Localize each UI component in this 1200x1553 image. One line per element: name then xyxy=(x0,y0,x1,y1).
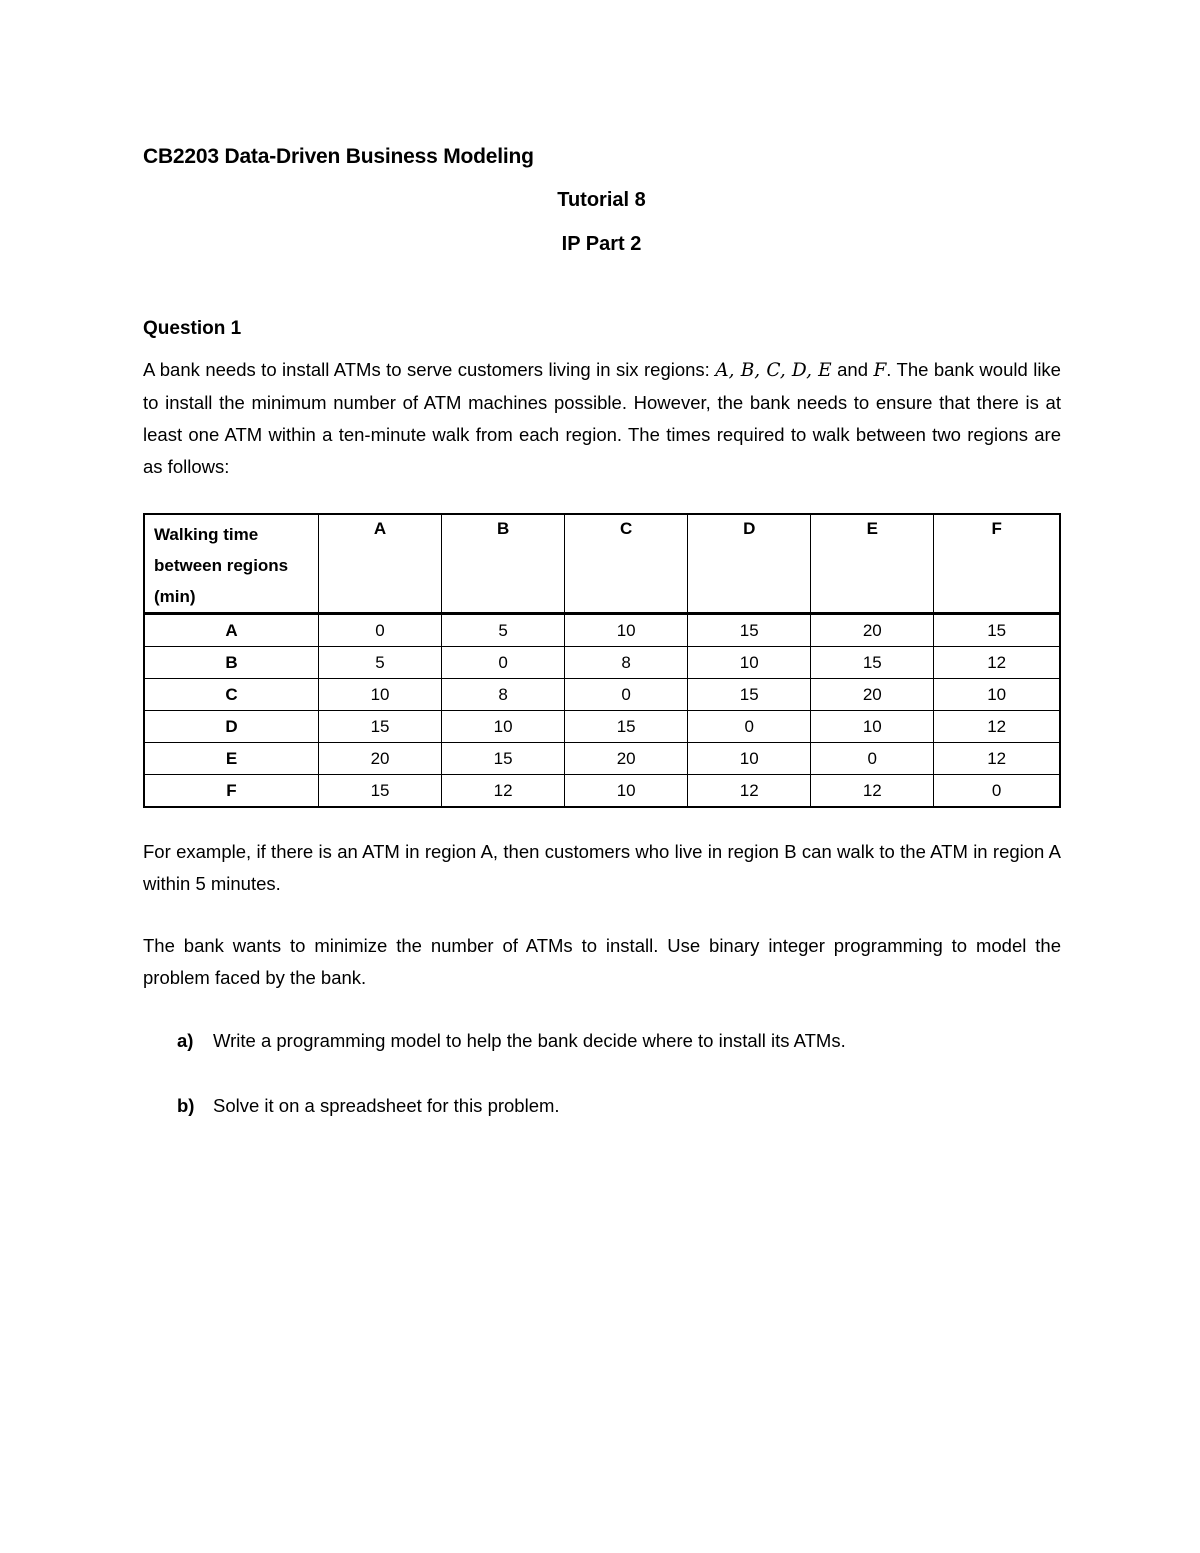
table-cell: 8 xyxy=(565,647,688,679)
table-row xyxy=(144,679,1060,711)
table-row xyxy=(144,614,1060,647)
table-cell: 15 xyxy=(319,775,442,808)
table-cell: 12 xyxy=(934,711,1060,743)
table-cell: 10 xyxy=(811,711,934,743)
list-item-marker: a) xyxy=(177,1030,194,1051)
intro-text-start: A bank needs to install ATMs to serve customers living in six regions: xyxy=(143,359,716,380)
row-header: D xyxy=(144,711,319,743)
table-cell: 15 xyxy=(442,743,565,775)
table-corner-header: Walking time between regions (min) xyxy=(144,514,319,614)
table-cell: 0 xyxy=(442,647,565,679)
table-cell: 15 xyxy=(934,614,1060,647)
column-header: C xyxy=(565,514,688,614)
list-item-text: Solve it on a spreadsheet for this problem. xyxy=(213,1095,560,1116)
column-header: E xyxy=(811,514,934,614)
table-cell: 10 xyxy=(934,679,1060,711)
table-cell: 10 xyxy=(688,743,811,775)
row-header: C xyxy=(144,679,319,711)
column-header: D xyxy=(688,514,811,614)
table-cell: 20 xyxy=(811,679,934,711)
list-item xyxy=(177,1090,560,1122)
table-cell: 15 xyxy=(688,679,811,711)
table-cell: 8 xyxy=(442,679,565,711)
tutorial-heading: Tutorial 8 xyxy=(557,189,646,211)
table-cell: 10 xyxy=(565,775,688,808)
intro-text-end: . The bank would like to install the minimum number of ATM machines possible. However, the bank needs to ensure that there is at least one ATM within a ten-minute walk from each region. The times required to walk between two regions are as follows: xyxy=(143,359,1061,477)
table-cell: 15 xyxy=(319,711,442,743)
table-cell: 12 xyxy=(934,743,1060,775)
table-row xyxy=(144,711,1060,743)
table-cell: 5 xyxy=(319,647,442,679)
table-cell: 5 xyxy=(442,614,565,647)
table-cell: 12 xyxy=(811,775,934,808)
row-header: B xyxy=(144,647,319,679)
table-cell: 20 xyxy=(319,743,442,775)
table-cell: 0 xyxy=(688,711,811,743)
walking-time-table xyxy=(143,513,1061,808)
row-header: E xyxy=(144,743,319,775)
objective-paragraph: The bank wants to minimize the number of ATMs to install. Use binary integer programming to model the problem faced by the bank. xyxy=(143,935,1061,988)
table-cell: 12 xyxy=(934,647,1060,679)
list-item-text: Write a programming model to help the bank decide where to install its ATMs. xyxy=(213,1030,846,1051)
column-header: F xyxy=(934,514,1060,614)
table-cell: 12 xyxy=(688,775,811,808)
example-paragraph: For example, if there is an ATM in region A, then customers who live in region B can walk to the ATM in region A within 5 minutes. xyxy=(143,841,1061,894)
column-header: A xyxy=(319,514,442,614)
table-row xyxy=(144,647,1060,679)
row-header: A xyxy=(144,614,319,647)
question-intro xyxy=(143,354,1061,483)
table-cell: 10 xyxy=(688,647,811,679)
table-cell: 10 xyxy=(319,679,442,711)
list-item xyxy=(177,1025,846,1057)
table-cell: 20 xyxy=(811,614,934,647)
intro-math-last-region: F xyxy=(873,360,887,381)
column-header: B xyxy=(442,514,565,614)
list-item-marker: b) xyxy=(177,1095,195,1116)
table-cell: 20 xyxy=(565,743,688,775)
row-header: F xyxy=(144,775,319,808)
table-cell: 15 xyxy=(688,614,811,647)
table-cell: 15 xyxy=(565,711,688,743)
table-cell: 12 xyxy=(442,775,565,808)
table-cell: 0 xyxy=(811,743,934,775)
course-title: CB2203 Data-Driven Business Modeling xyxy=(143,145,534,168)
table-cell: 0 xyxy=(934,775,1060,808)
table-row xyxy=(144,775,1060,808)
table-cell: 0 xyxy=(565,679,688,711)
table-header-row xyxy=(144,514,1060,614)
table-cell: 15 xyxy=(811,647,934,679)
question-heading: Question 1 xyxy=(143,318,242,339)
table-cell: 0 xyxy=(319,614,442,647)
intro-and: and xyxy=(831,359,874,380)
table-cell: 10 xyxy=(442,711,565,743)
part-heading: IP Part 2 xyxy=(561,233,642,255)
table-cell: 10 xyxy=(565,614,688,647)
table-row xyxy=(144,743,1060,775)
intro-math-regions: A, B, C, D, E xyxy=(715,360,832,381)
